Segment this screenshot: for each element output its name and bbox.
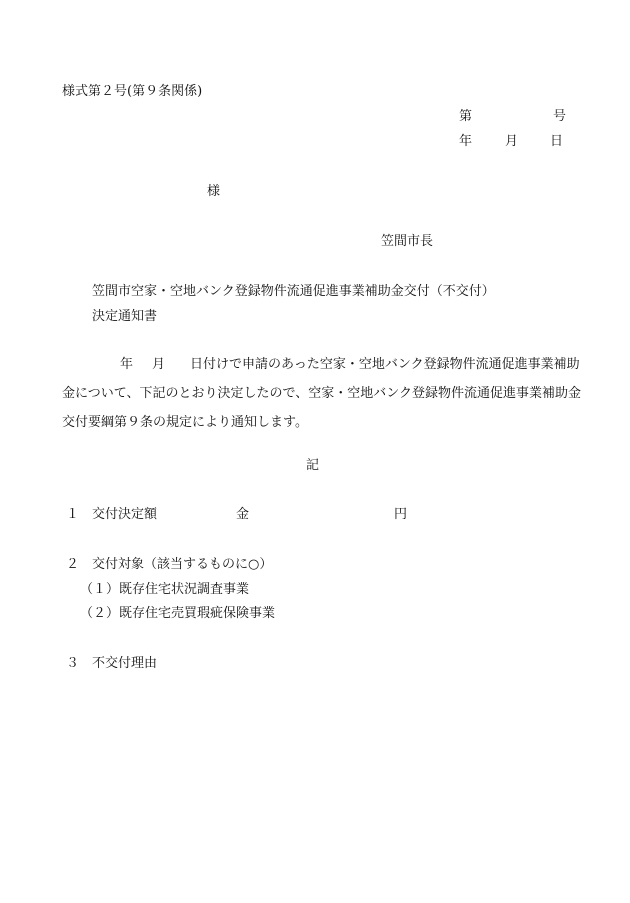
item3-label: 不交付理由: [92, 656, 158, 671]
number-prefix: 第: [459, 109, 473, 124]
item1-label: 交付決定額: [92, 507, 158, 522]
date-day: 日: [550, 134, 564, 149]
document-title-line1: 笠間市空家・空地バンク登録物件流通促進事業補助金交付（不交付）: [92, 284, 495, 299]
addressee-suffix: 様: [207, 184, 221, 199]
item2-option-1: （１）既存住宅状況調査事業: [80, 582, 250, 597]
item1-number: １: [66, 507, 80, 522]
date-month: 月: [505, 134, 519, 149]
item1-yen: 円: [394, 507, 408, 522]
body-text: 日付けで申請のあった空家・空地バンク登録物件流通促進事業補助金について、下記のとおり決定したので、空家・空地バンク登録物件流通促進事業補助金交付要綱第９条の規定により通知します。: [62, 357, 581, 430]
item2-number: ２: [66, 557, 80, 572]
body-year: 年: [120, 357, 134, 372]
item2-option-2: （２）既存住宅売買瑕疵保険事業: [80, 606, 276, 621]
item1-kin: 金: [236, 507, 250, 522]
body-paragraph: [62, 350, 587, 437]
issuer: 笠間市長: [381, 234, 434, 249]
number-suffix: 号: [553, 109, 567, 124]
form-label: 様式第２号(第９条関係): [62, 84, 203, 99]
document-title-line2: 決定通知書: [92, 309, 158, 324]
body-month: 月: [152, 357, 166, 372]
item3-number: ３: [66, 656, 80, 671]
item2-label: 交付対象（該当するものに○）: [92, 557, 273, 572]
date-year: 年: [459, 134, 473, 149]
ki-heading: 記: [306, 458, 320, 473]
